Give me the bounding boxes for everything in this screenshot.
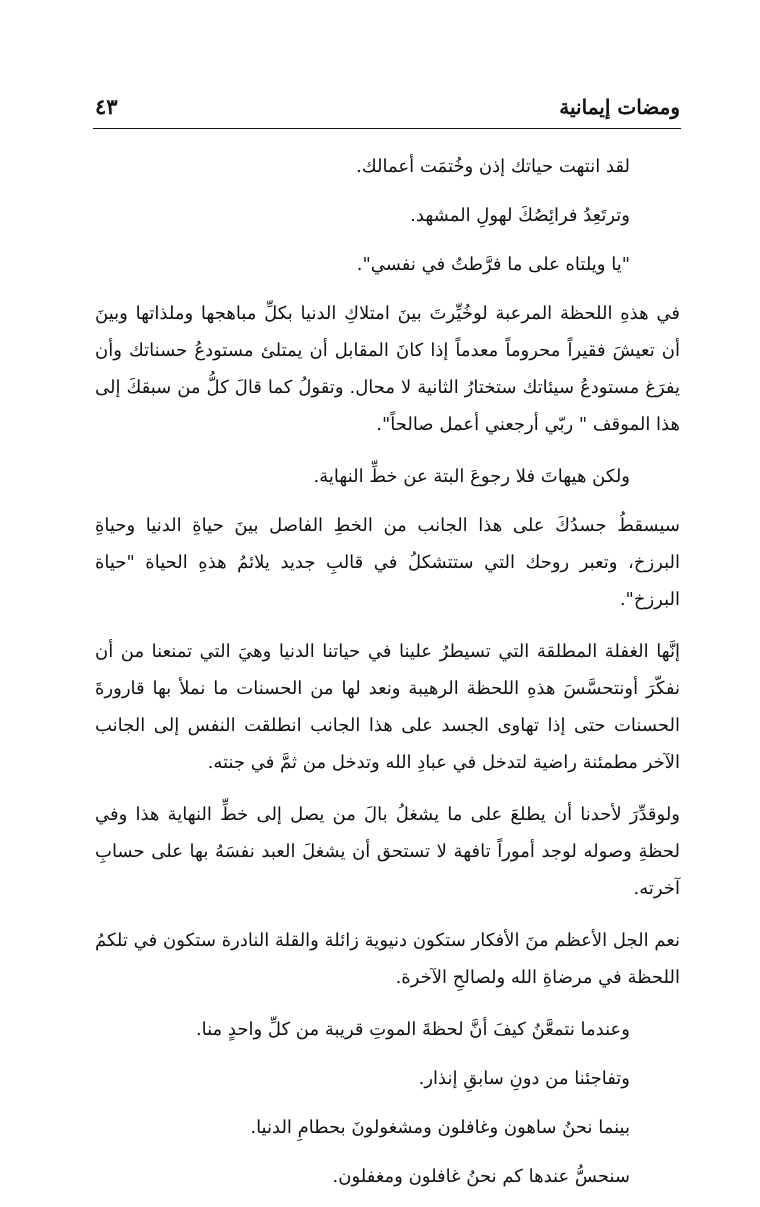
running-title: ومضات إيمانية — [559, 95, 680, 119]
running-head — [95, 92, 680, 122]
paragraph-6: سيسقطُ جسدُكَ على هذا الجانب من الخطِ الفاصل بينَ حياةِ الدنيا وحياةِ البرزخ، وتعبر روحك التي ستتشكلُ في قالبِ جديد يلائمُ هذهِ الحياة "حياة البرزخ". — [95, 515, 680, 610]
body-text — [95, 148, 680, 1207]
paragraph-4: في هذهِ اللحظة المرعبة لوخُيِّرتَ بينَ امتلاكِ الدنيا بكلِّ مباهجها وملذاتها وبينَ أن تعيشَ فقيراً محروماً معدماً إذا كانَ المقابل أن يمتلئ مستودعُ حسناتك وأن يفرَغ مستودعُ سيئاتك ستختارُ الثانية لا محال. وتقولُ كما قالَ كلُّ من سبقكَ إلى هذا الموقف " ربّي أرجعني أعمل صالحاً". — [95, 303, 680, 435]
paragraph-12: بينما نحنُ ساهون وغافلون ومشغولونَ بحطامِ الدنيا. — [250, 1117, 630, 1138]
paragraph-5: ولكن هيهاتَ فلا رجوعَ البتة عن خطِّ النهاية. — [313, 466, 630, 487]
paragraph-7: إنَّها الغفلة المطلقة التي تسيطرُ علينا في حياتنا الدنيا وهيَ التي تمنعنا من أن نفكّرَ أونتحسَّسَ هذهِ اللحظة الرهيبة ونعد لها من الحسنات ما نملأ بها قارورةَ الحسنات حتى إذا تهاوى الجسد على هذا الجانب انطلقت النفس إلى الجانب الآخر مطمئنة راضية لتدخل في عبادِ الله وتدخل من ثمَّ في جنته. — [95, 641, 680, 773]
paragraph-3: "يا ويلتاه على ما فرَّطتُ في نفسي". — [356, 254, 630, 275]
page-number: ٤٣ — [95, 94, 118, 119]
paragraph-8: ولوقدِّرَ لأحدنا أن يطلعَ على ما يشغلُ بالَ من يصل إلى خطِّ النهاية هذا وفي لحظةِ وصوله لوجد أموراً تافهة لا تستحق أن يشغلَ العبد نفسَهُ بها على حسابِ آخرته. — [95, 804, 680, 899]
paragraph-1: لقد انتهت حياتك إذن وخُتمَت أعمالك. — [356, 156, 630, 177]
paragraph-9: نعم الجل الأعظم منَ الأفكار ستكون دنيوية زائلة والقلة النادرة ستكون في تلكمُ اللحظة في مرضاةِ الله ولصالحِ الآخرة. — [95, 930, 680, 988]
header-rule — [93, 128, 681, 129]
paragraph-11: وتفاجئنا من دونِ سابقِ إنذار. — [418, 1068, 630, 1089]
paragraph-10: وعندما نتمعَّنُ كيفَ أنَّ لحظةَ الموتِ قريبة من كلِّ واحدٍ منا. — [195, 1019, 630, 1040]
paragraph-2: وترتَعِدُ فرائِصُكَ لهولِ المشهد. — [410, 205, 630, 226]
paragraph-13: سنحسُّ عندها كم نحنُ غافلون ومغفلون. — [332, 1166, 630, 1187]
